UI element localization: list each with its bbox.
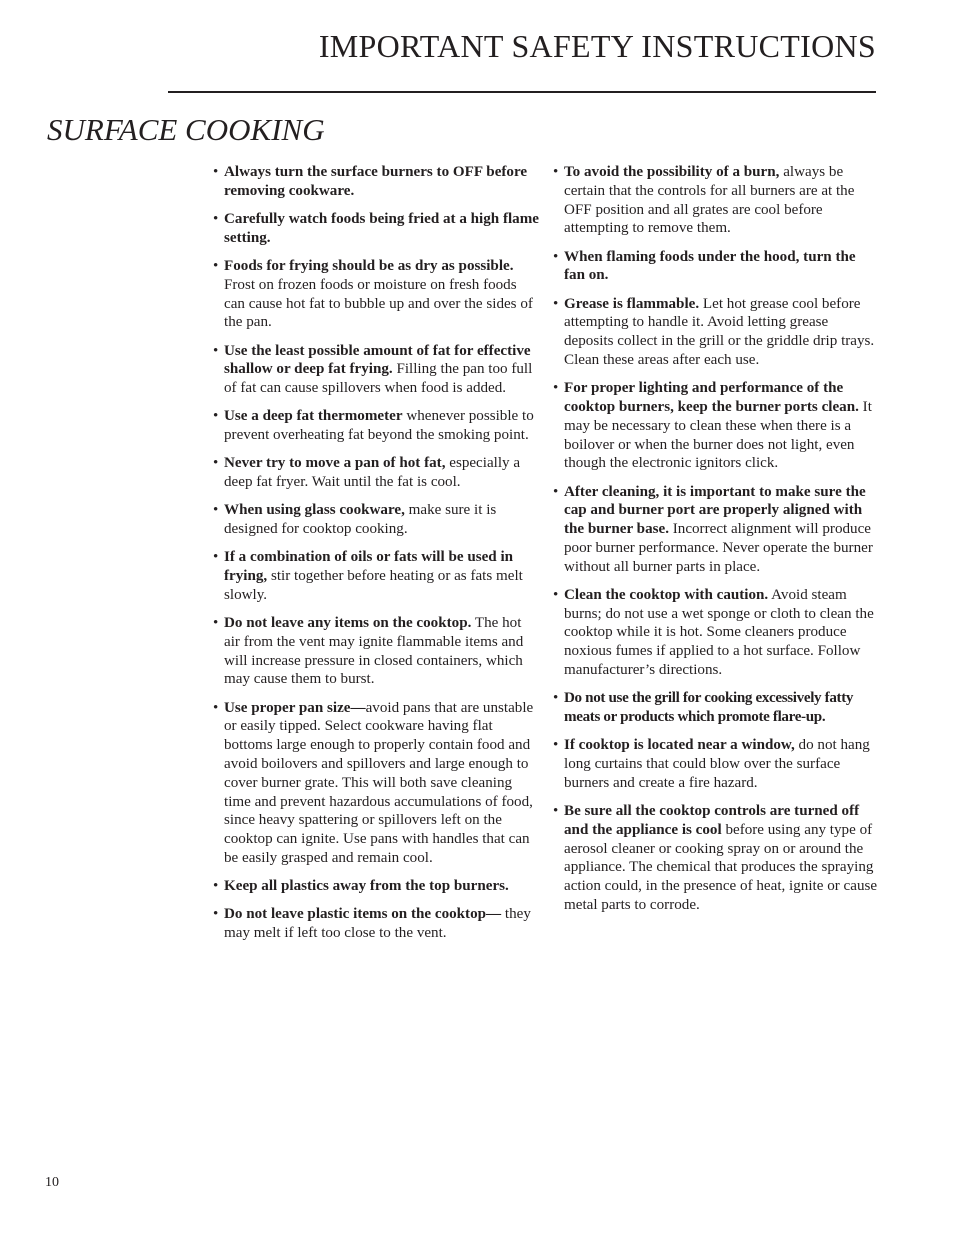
item-lead: Foods for frying should be as dry as possible. <box>224 257 514 274</box>
list-item <box>553 689 879 727</box>
item-lead: Use proper pan size— <box>224 699 366 716</box>
item-lead: Always turn the surface burners to OFF before removing cookware. <box>224 164 528 199</box>
list-item <box>213 257 539 332</box>
item-body: It may be necessary to clean these when there is a boilover or when the burner does not light, even though the electronic ignitors click. <box>564 398 872 472</box>
item-body: always be certain that the controls for all burners are at the OFF position and all grates are cool before attempting to remove them. <box>564 164 855 237</box>
list-item <box>553 295 879 370</box>
item-body: whenever possible to prevent overheating fat beyond the smoking point. <box>224 408 534 444</box>
item-lead: After cleaning, it is important to make sure the cap and burner port are properly aligned with the burner base. <box>564 483 866 538</box>
list-item <box>213 699 539 868</box>
item-body: Incorrect alignment will produce poor burner performance. Never operate the burner without all burner parts in place. <box>564 521 873 575</box>
item-lead: To avoid the possibility of a burn, <box>564 164 780 180</box>
page-number: 10 <box>45 1175 59 1190</box>
item-lead: When flaming foods under the hood, turn the fan on. <box>564 248 856 284</box>
item-body: Filling the pan too full of fat can cause spillovers when food is added. <box>224 361 533 397</box>
item-body: The hot air from the vent may ignite flammable items and will increase pressure in closed containers, which may cause them to burst. <box>224 615 524 688</box>
list-item <box>553 379 879 473</box>
right-column <box>553 163 879 924</box>
item-lead: Do not leave any items on the cooktop. <box>224 615 472 632</box>
list-item <box>213 877 539 896</box>
item-body: Avoid steam burns; do not use a wet sponge or cloth to clean the cooktop while it is hot. Some cleaners produce noxious fumes if applied to a hot surface. Follow manufacturer’s directions. <box>564 586 874 679</box>
item-lead: Use the least possible amount of fat for effective shallow or deep fat frying. <box>224 342 531 378</box>
item-lead: When using glass cookware, <box>224 502 405 519</box>
list-item <box>213 548 539 604</box>
item-lead: Do not leave plastic items on the cooktop— <box>224 906 502 923</box>
list-item <box>213 614 539 689</box>
list-item <box>553 736 879 792</box>
list-item <box>553 163 879 238</box>
item-lead: If cooktop is located near a window, <box>564 737 795 754</box>
item-lead: Grease is flammable. <box>564 295 700 312</box>
item-lead: If a combination of oils or fats will be used in frying, <box>224 549 514 585</box>
item-lead: Clean the cooktop with caution. <box>564 586 769 603</box>
list-item <box>553 802 879 915</box>
left-column <box>213 163 539 952</box>
item-body: stir together before heating or as fats melt slowly. <box>224 568 523 603</box>
list-item <box>553 586 879 680</box>
list-item <box>213 163 539 201</box>
list-item <box>213 342 539 398</box>
item-body: before using any type of aerosol cleaner or cooking spray on or around the appliance. The chemical that produces the spraying action could, in the presence of heat, ignite or cause metal parts to corrode. <box>564 821 878 914</box>
item-lead: Use a deep fat thermometer <box>224 408 403 425</box>
title-rule <box>168 91 876 93</box>
item-body: Let hot grease cool before attempting to handle it. Avoid letting grease deposits collect in the grill or the griddle drip trays. Clean these areas after each use. <box>564 295 875 368</box>
list-item <box>213 210 539 248</box>
item-lead: Be sure all the cooktop controls are turned off and the appliance is cool <box>564 803 860 838</box>
page-title: IMPORTANT SAFETY INSTRUCTIONS <box>318 28 876 64</box>
item-body: they may melt if left too close to the vent. <box>224 906 531 942</box>
list-item <box>213 501 539 539</box>
item-lead: Never try to move a pan of hot fat, <box>224 455 446 472</box>
list-item <box>553 248 879 286</box>
section-title: SURFACE COOKING <box>47 112 325 147</box>
list-item <box>553 483 879 577</box>
item-body: Frost on frozen foods or moisture on fresh foods can cause hot fat to bubble up and over the sides of the pan. <box>224 276 533 331</box>
item-lead: For proper lighting and performance of the cooktop burners, keep the burner ports clean. <box>564 380 859 415</box>
list-item <box>213 454 539 492</box>
list-item <box>213 905 539 943</box>
item-lead: Do not use the grill for cooking excessively fatty meats or products which promote flare-up. <box>564 690 854 726</box>
item-body: especially a deep fat fryer. Wait until the fat is cool. <box>224 455 521 491</box>
item-lead: Keep all plastics away from the top burners. <box>224 878 509 895</box>
item-body: make sure it is designed for cooktop cooking. <box>224 502 497 538</box>
item-body: avoid pans that are unstable or easily tipped. Select cookware having flat bottoms large enough to properly contain food and avoid boilovers and spillovers and large enough to cover burner grate. This will both save cleaning time and prevent hazardous accumulations of food, since heavy spattering or spillovers left on the cooktop can ignite. Use pans with handles that can be easily grasped and remain cool. <box>224 699 534 867</box>
item-body: do not hang long curtains that could blow over the surface burners and create a fire hazard. <box>564 737 870 791</box>
list-item <box>213 407 539 445</box>
item-lead: Carefully watch foods being fried at a high flame setting. <box>224 210 540 246</box>
